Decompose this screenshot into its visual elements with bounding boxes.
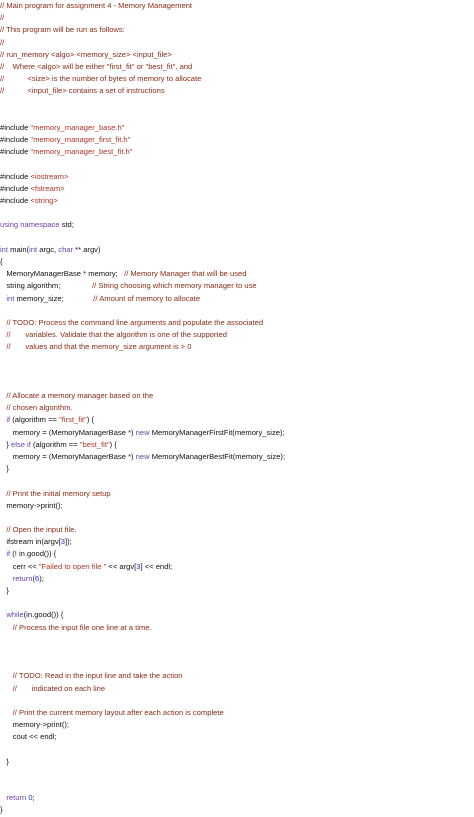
code-line [0, 683, 474, 695]
code-line [0, 183, 474, 195]
code-line [0, 439, 474, 451]
code-comment: // [0, 37, 5, 47]
code-keyword: else if [10, 439, 31, 449]
code-line [0, 475, 474, 487]
code-text: memory_size; [14, 293, 94, 303]
code-text: memory->print(); [0, 500, 63, 510]
code-line [0, 37, 474, 49]
code-number: 0 [28, 793, 33, 803]
code-line [0, 293, 474, 305]
code-text [0, 671, 13, 680]
code-comment: // Allocate a memory manager based on the [6, 391, 154, 400]
code-text: ]); [65, 537, 72, 547]
code-string: <fstream> [30, 183, 65, 193]
code-line [0, 73, 474, 85]
code-line [0, 804, 474, 816]
code-text: string algorithm; [0, 281, 92, 291]
code-line [0, 317, 474, 329]
code-number: 3 [60, 537, 65, 547]
code-comment: // Main program for assignment 4 - Memory Management [0, 1, 193, 10]
code-keyword: new [135, 427, 150, 437]
code-comment: // TODO: Process the command line arguments and populate the associated [6, 317, 264, 327]
code-line [0, 500, 474, 512]
code-text: (! in.good()) { [10, 549, 57, 559]
code-line [0, 609, 474, 621]
code-keyword: int [0, 244, 9, 254]
code-string: <iostream> [30, 171, 69, 181]
code-text: ) { [109, 439, 117, 449]
code-line [0, 0, 474, 12]
code-line [0, 158, 474, 170]
code-comment: // Amount of memory to allocate [93, 293, 201, 303]
code-text: } [0, 586, 9, 595]
code-comment: // variables. Validate that the algorithm is one of the supported [6, 330, 227, 340]
code-line [0, 451, 474, 463]
code-text: #include [0, 183, 31, 193]
code-string: <string> [30, 196, 58, 205]
code-line [0, 146, 474, 158]
code-line [0, 329, 474, 341]
code-line [0, 731, 474, 743]
code-line [0, 366, 474, 378]
code-text: cerr << [0, 561, 39, 571]
code-text [0, 684, 13, 693]
code-text: #include [0, 135, 31, 145]
code-text: memory = (MemoryManagerBase *) [0, 451, 136, 461]
code-string: "memory_manager_base.h" [30, 122, 125, 132]
code-text: ); [39, 573, 44, 583]
code-comment: // Memory Manager that will be used [124, 269, 247, 279]
code-text: ] << endl; [140, 561, 173, 571]
code-line [0, 341, 474, 353]
code-text: main( [8, 244, 30, 254]
code-keyword: if [6, 415, 11, 425]
code-line [0, 98, 474, 110]
code-text: ifstream in(argv[ [0, 537, 61, 547]
code-line [0, 536, 474, 548]
code-string: "best_fit" [79, 439, 110, 449]
code-text: ; [32, 793, 35, 803]
code-text: MemoryManagerBestFit(memory_size); [149, 451, 286, 461]
code-text: } [0, 464, 9, 474]
code-text: #include [0, 147, 31, 157]
code-comment: // Open the input file. [6, 525, 77, 535]
code-line [0, 561, 474, 573]
code-line [0, 634, 474, 646]
code-text: } [0, 756, 9, 766]
code-line [0, 122, 474, 134]
code-comment: // chosen algorithm. [6, 403, 73, 413]
code-text: { [0, 256, 3, 266]
code-line [0, 85, 474, 97]
code-number: 3 [136, 561, 141, 571]
code-line [0, 585, 474, 597]
code-line [0, 24, 474, 36]
code-text: << argv[ [106, 561, 137, 571]
code-comment: // Print the initial memory setup [6, 488, 111, 498]
code-text: (algorithm == [10, 415, 60, 425]
code-comment: // Print the current memory layout after each action is complete [12, 707, 224, 717]
code-text: cout << endl; [0, 732, 57, 742]
code-line [0, 232, 474, 244]
code-line [0, 622, 474, 634]
code-line [0, 195, 474, 207]
code-line [0, 390, 474, 402]
code-comment: // <input_file> contains a set of instructions [0, 86, 165, 96]
code-text: ** argv) [73, 244, 101, 254]
code-comment: // indicated on each line [12, 683, 106, 693]
code-line [0, 658, 474, 670]
code-comment: // Where <algo> will be either "first_fit" or "best_fit", and [0, 61, 193, 71]
code-text: (in.good()) { [23, 610, 64, 620]
code-text: memory->print(); [0, 720, 69, 730]
code-comment: // This program will be run as follows: [0, 25, 125, 35]
code-line [0, 707, 474, 719]
code-line [0, 268, 474, 280]
code-line [0, 207, 474, 219]
code-text: ) { [86, 415, 95, 425]
code-keyword: new [135, 451, 150, 461]
code-line [0, 427, 474, 439]
code-line [0, 780, 474, 792]
code-text: MemoryManagerBase * memory; [0, 269, 125, 279]
code-line [0, 110, 474, 122]
code-text: argc, [37, 244, 59, 254]
code-text: (algorithm == [30, 439, 80, 449]
code-line [0, 463, 474, 475]
code-comment: // <size> is the number of bytes of memory to allocate [0, 74, 202, 84]
code-line [0, 378, 474, 390]
code-line [0, 597, 474, 609]
code-line [0, 646, 474, 658]
code-keyword: return [12, 573, 33, 583]
code-text [0, 623, 13, 632]
code-line [0, 573, 474, 585]
code-comment: // values and that the memory_size argument is > 0 [6, 342, 192, 352]
code-line [0, 512, 474, 524]
code-line [0, 305, 474, 317]
code-line [0, 488, 474, 500]
code-keyword: char [58, 244, 74, 254]
code-line [0, 695, 474, 707]
code-keyword: using namespace [0, 220, 60, 230]
code-line [0, 524, 474, 536]
code-keyword: int [29, 244, 38, 254]
code-line [0, 756, 474, 768]
code-line [0, 256, 474, 268]
code-line [0, 219, 474, 231]
code-line [0, 414, 474, 426]
code-text [0, 708, 13, 717]
code-line [0, 353, 474, 365]
code-line [0, 792, 474, 804]
code-comment: // run_memory <algo> <memory_size> <input_file> [0, 49, 172, 59]
code-text: ( [32, 573, 36, 583]
code-line [0, 61, 474, 73]
code-comment: // Process the input file one line at a time. [12, 622, 152, 632]
code-text: #include [0, 171, 31, 181]
code-string: "memory_manager_first_fit.h" [30, 135, 131, 145]
code-line [0, 171, 474, 183]
code-string: "Failed to open file " [38, 561, 107, 571]
code-line [0, 244, 474, 256]
code-text: #include [0, 122, 31, 132]
code-string: "first_fit" [59, 415, 87, 425]
code-line [0, 743, 474, 755]
code-comment: // TODO: Read in the input line and take the action [12, 671, 183, 681]
code-keyword: if [6, 549, 11, 559]
code-text: } [0, 439, 11, 449]
code-line [0, 548, 474, 560]
code-line [0, 280, 474, 292]
code-text: memory = (MemoryManagerBase *) [0, 427, 136, 437]
code-keyword: return [6, 793, 27, 803]
code-line [0, 12, 474, 24]
code-keyword: int [6, 293, 15, 303]
code-line [0, 768, 474, 780]
code-line [0, 134, 474, 146]
code-text: std; [59, 220, 74, 230]
code-string: "memory_manager_best_fit.h" [30, 147, 133, 157]
code-text: MemoryManagerFirstFit(memory_size); [149, 427, 285, 437]
code-comment: // [0, 13, 5, 23]
code-text: #include [0, 196, 31, 205]
code-number: 6 [35, 573, 40, 583]
code-keyword: while [6, 610, 24, 620]
code-line [0, 49, 474, 61]
code-line [0, 719, 474, 731]
code-line [0, 670, 474, 682]
code-text: } [0, 805, 3, 815]
code-line [0, 402, 474, 414]
code-comment: // String choosing which memory manager to use [92, 281, 257, 291]
code-text [0, 574, 13, 583]
